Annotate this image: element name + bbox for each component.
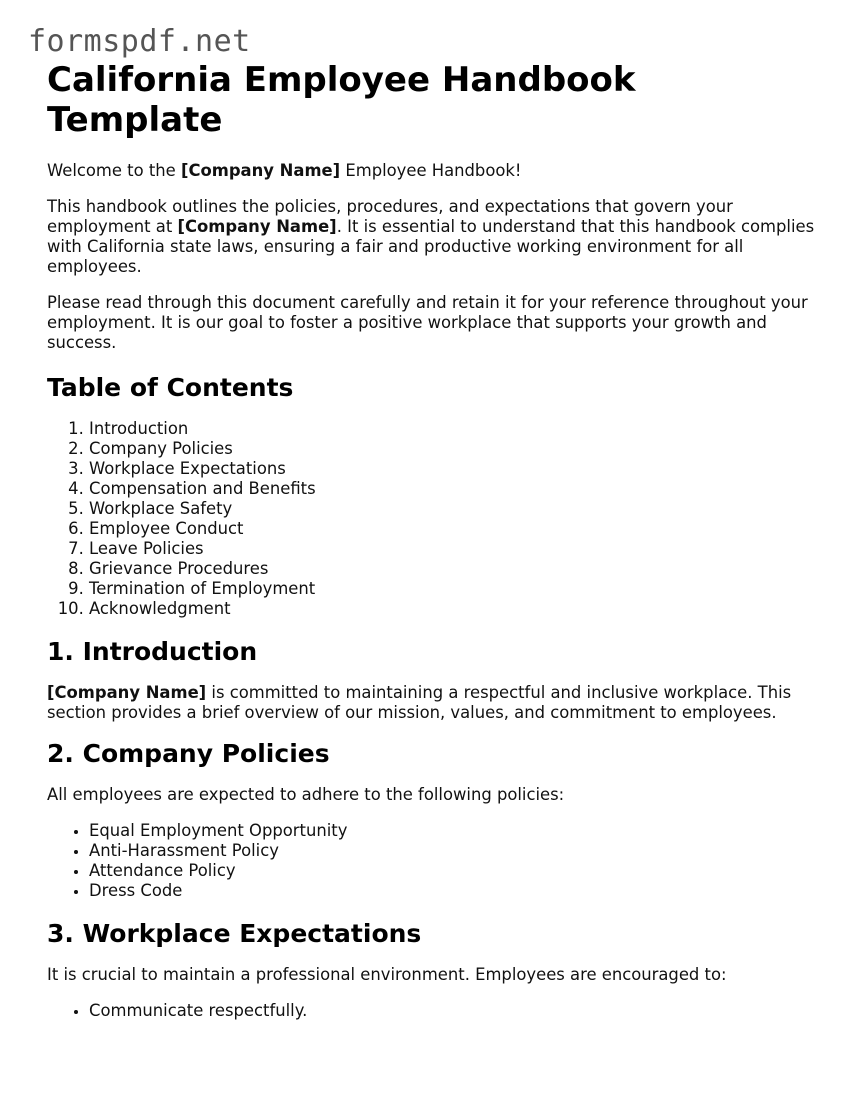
expectations-lead: It is crucial to maintain a professional environment. Employees are encouraged to: (47, 965, 727, 984)
policies-list (47, 821, 817, 901)
list-item: • Dress Code (89, 881, 817, 901)
toc-item: 1. Introduction (89, 419, 817, 439)
section-heading-introduction: 1. Introduction (47, 637, 258, 666)
company-name-placeholder: [Company Name] (47, 683, 207, 702)
welcome-text-after: Employee Handbook! (340, 161, 522, 180)
expectations-list (47, 1001, 817, 1021)
watermark: formspdf.net (28, 24, 251, 59)
document-page (47, 60, 817, 1039)
toc-item: 5. Workplace Safety (89, 499, 817, 519)
toc-item: 9. Termination of Employment (89, 579, 817, 599)
welcome-paragraph (47, 161, 817, 181)
intro-text-after: . It is essential to understand that this handbook complies with California state laws, ensuring a fair and productive working environment for all employees. (47, 217, 815, 276)
toc-item: 7. Leave Policies (89, 539, 817, 559)
document-title: California Employee Handbook Template (47, 60, 636, 140)
section-heading-policies: 2. Company Policies (47, 739, 330, 768)
toc-list (47, 419, 817, 619)
toc-item: 6. Employee Conduct (89, 519, 817, 539)
intro-text-before: This handbook outlines the policies, procedures, and expectations that govern your employment at (47, 197, 733, 236)
toc-item: 10. Acknowledgment (89, 599, 817, 619)
toc-item: 4. Compensation and Benefits (89, 479, 817, 499)
policies-lead: All employees are expected to adhere to the following policies: (47, 785, 565, 804)
list-item: • Communicate respectfully. (89, 1001, 817, 1021)
welcome-text-before: Welcome to the (47, 161, 181, 180)
toc-item: 3. Workplace Expectations (89, 459, 817, 479)
introduction-text: is committed to maintaining a respectful and inclusive workplace. This section provides a brief overview of our mission, values, and commitment to employees. (47, 683, 792, 722)
read-paragraph: Please read through this document carefully and retain it for your reference throughout your employment. It is our goal to foster a positive workplace that supports your growth and success. (47, 293, 808, 352)
introduction-paragraph (47, 683, 817, 723)
company-name-placeholder: [Company Name] (177, 217, 337, 236)
list-item: • Anti-Harassment Policy (89, 841, 817, 861)
toc-item: 2. Company Policies (89, 439, 817, 459)
section-heading-expectations: 3. Workplace Expectations (47, 919, 422, 948)
list-item: • Attendance Policy (89, 861, 817, 881)
toc-item: 8. Grievance Procedures (89, 559, 817, 579)
list-item: • Equal Employment Opportunity (89, 821, 817, 841)
company-name-placeholder: [Company Name] (180, 161, 341, 180)
toc-heading: Table of Contents (47, 373, 294, 402)
intro-paragraph (47, 197, 817, 277)
